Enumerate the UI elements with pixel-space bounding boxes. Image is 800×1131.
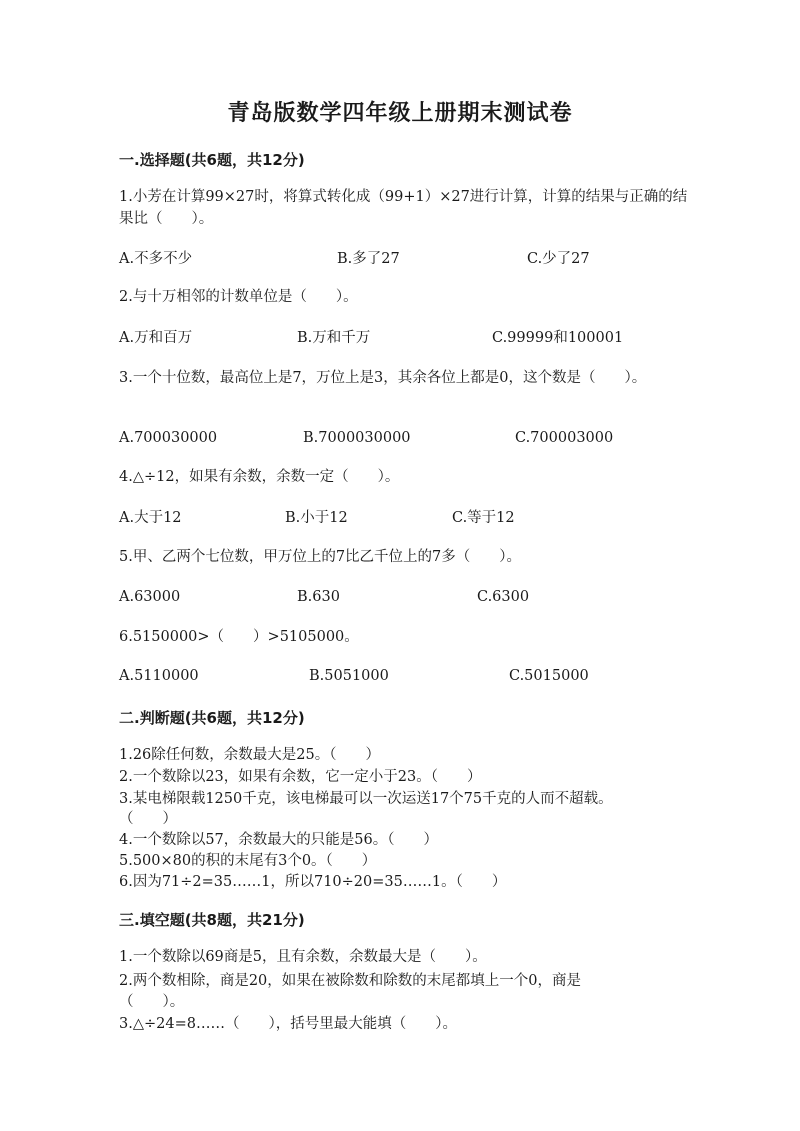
judgement-line-2: 2.一个数除以23，如果有余数，它一定小于23。（ ） (119, 769, 482, 785)
q4-option-a: A.大于12 (119, 510, 182, 526)
q2-option-c: C.99999和100001 (492, 330, 624, 346)
section-heading-judgement: 二.判断题(共6题，共12分) (119, 709, 305, 727)
q6-option-a: A.5110000 (119, 668, 199, 684)
judgement-line-1: 1.26除任何数，余数最大是25。（ ） (119, 747, 380, 763)
question-4: 4.△÷12，如果有余数，余数一定（ ）。 (119, 469, 400, 485)
fill-line-1: 1.一个数除以69商是5，且有余数，余数最大是（ ）。 (119, 949, 487, 965)
q1-option-a: A.不多不少 (119, 251, 193, 267)
q5-option-b: B.630 (297, 589, 340, 605)
question-1: 1.小芳在计算99×27时，将算式转化成（99+1）×27进行计算，计算的结果与正确的结果比（ ）。 (119, 189, 688, 227)
q4-option-c: C.等于12 (452, 510, 515, 526)
judgement-line-3: 3.某电梯限载1250千克，该电梯最可以一次运送17个75千克的人而不超载。 (119, 791, 613, 807)
q3-option-c: C.700003000 (515, 430, 614, 446)
q5-option-c: C.6300 (477, 589, 530, 605)
q1-option-b: B.多了27 (337, 251, 400, 267)
q1-option-c: C.少了27 (527, 251, 590, 267)
judgement-line-5: 5.500×80的积的末尾有3个0。（ ） (119, 853, 377, 869)
question-3: 3.一个十位数，最高位上是7，万位上是3，其余各位上都是0，这个数是（ ）。 (119, 370, 647, 386)
q6-option-b: B.5051000 (309, 668, 389, 684)
q4-option-b: B.小于12 (285, 510, 348, 526)
question-6: 6.5150000>（ ）>5105000。 (119, 629, 359, 645)
q2-option-b: B.万和千万 (297, 330, 371, 346)
judgement-line-4: 4.一个数除以57，余数最大的只能是56。（ ） (119, 832, 438, 848)
fill-line-3: 3.△÷24=8……（ ），括号里最大能填（ ）。 (119, 1016, 457, 1032)
q2-option-a: A.万和百万 (119, 330, 193, 346)
page-title: 青岛版数学四年级上册期末测试卷 (227, 101, 573, 126)
fill-line-2-cont: （ ）。 (119, 994, 185, 1010)
q5-option-a: A.63000 (119, 589, 181, 605)
question-5: 5.甲、乙两个七位数，甲万位上的7比乙千位上的7多（ ）。 (119, 549, 522, 565)
question-2: 2.与十万相邻的计数单位是（ ）。 (119, 289, 358, 305)
q6-option-c: C.5015000 (509, 668, 589, 684)
q3-option-b: B.7000030000 (303, 430, 411, 446)
judgement-line-6: 6.因为71÷2=35……1，所以710÷20=35……1。（ ） (119, 874, 507, 890)
judgement-line-3-cont: （ ） (119, 811, 177, 827)
fill-line-2: 2.两个数相除，商是20，如果在被除数和除数的末尾都填上一个0，商是 (119, 973, 582, 989)
q3-option-a: A.700030000 (119, 430, 218, 446)
section-heading-choice: 一.选择题(共6题，共12分) (119, 151, 305, 169)
section-heading-fill: 三.填空题(共8题，共21分) (119, 911, 305, 929)
